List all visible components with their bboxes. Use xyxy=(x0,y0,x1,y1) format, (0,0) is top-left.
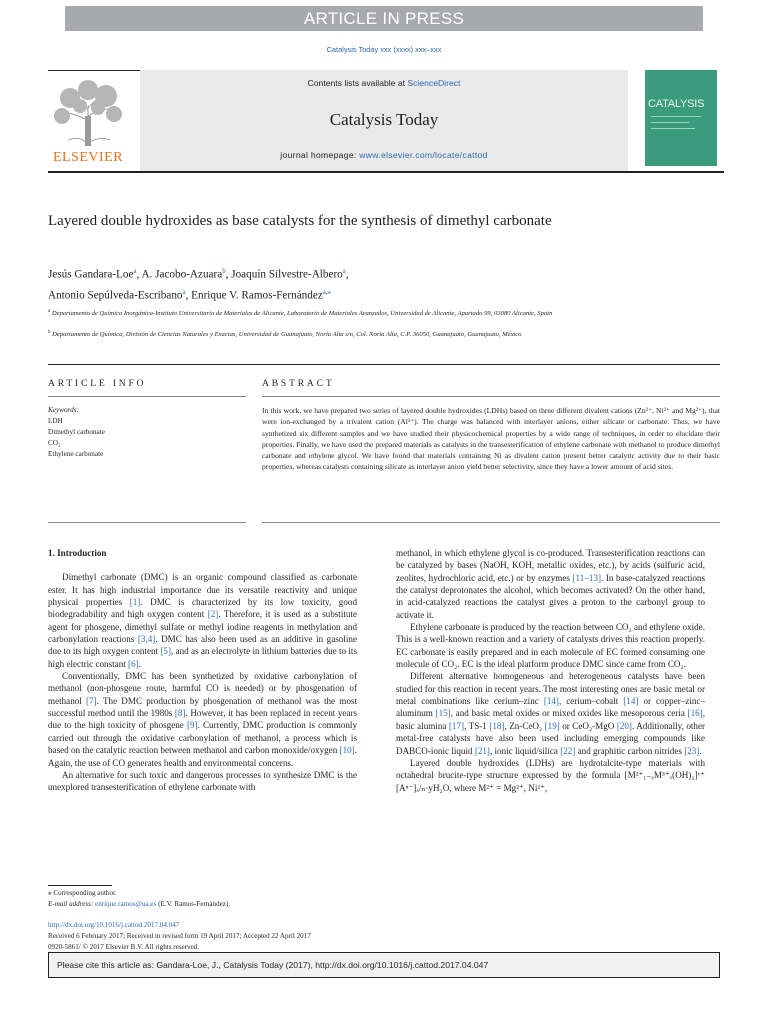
author-name[interactable]: Joaquín Silvestre-Albero xyxy=(231,268,343,281)
text-run: . The DMC production by phosgenation of methanol was the most successful method until the 1980s xyxy=(48,695,357,719)
text-run: . Currently, DMC production is commonly carried out through the oxidative carbonylation of methanol, a process which is based on the catalytic reaction between methanol and carbon monoxide/oxygen xyxy=(48,720,357,756)
article-in-press-banner: ARTICLE IN PRESS xyxy=(65,6,703,31)
body-paragraph xyxy=(48,769,357,794)
section-heading: 1. Introduction xyxy=(48,548,107,558)
author-name[interactable]: Antonio Sepúlveda-Escribano xyxy=(48,289,183,302)
text-run: . DMC is characterized by its low toxicity, good biodegradability and high oxygen content xyxy=(48,597,357,620)
body-left-column xyxy=(48,547,357,794)
keyword: Ethylene carbonate xyxy=(48,450,104,458)
citation-box: Please cite this article as: Gandara-Loe, J., Catalysis Today (2017), http://dx.doi.org/10.1016/j.cattod.2017.04.047 xyxy=(48,952,720,978)
text-run: or CeO₂-MgO xyxy=(559,720,617,731)
elsevier-tree-icon xyxy=(48,76,128,148)
cover-decoration xyxy=(651,122,689,123)
body-paragraph xyxy=(396,547,705,621)
article-info-heading: ARTICLE INFO xyxy=(48,378,147,389)
affiliation-text: Departamento de Química Inorgánica-Instituto Universitario de Materiales de Alicante, Laboratorio de Materiales Avanzados, Universidad de Alicante, Apartado 99, 03080 Alicante, Spain xyxy=(51,310,553,318)
author-list: Jesús Gandara-Loe$^a$, A. Jacobo-Azuara$^b$, Joaquín Silvestre-Albero$^a$, Antonio Sepúlveda-Escribano$^a$, Enrique V. Ramos-Fernández$^{a,⁎}$ xyxy=(48,268,349,302)
text-run: , basic alumina xyxy=(396,708,705,731)
footnotes xyxy=(48,888,448,910)
abstract-text: In this work, we have prepared two series of layered double hydroxides (LDHs) based on three different divalent cations (Zn²⁺, Ni²⁺ and Mg²⁺), that were ion-exchanged by a trivalent cation (Al³⁺). The charge was balanced with interlayer anions, either silicate or carbonate. Thus, we have synthetized six different samples and we have studied their physicochemical properties by a wide range of techniques, in order to elucidate their properties. Finally, we have used the prepared materials as catalysts in the transesterification of ethylene carbonate with methanol to produce dimethyl carbonate and ethylene glycol. We have found that materials containing Ni as divalent cation present better catalytic activity due to their basic properties, whereas catalysts containing silicate as interlayer anion yield better selectivity, since they have a lower amount of acid sites. xyxy=(262,406,720,472)
cover-decoration xyxy=(651,128,695,129)
author-affiliation-mark[interactable]: a,⁎ xyxy=(322,288,331,296)
abstract-heading: ABSTRACT xyxy=(262,378,335,389)
affiliation-mark: b xyxy=(48,330,51,335)
author-affiliation-mark[interactable]: a xyxy=(133,268,137,275)
author-name[interactable]: Enrique V. Ramos-Fernández xyxy=(191,289,323,302)
author-affiliation-mark[interactable]: a xyxy=(182,288,186,296)
affiliation-text: Departamento de Química, División de Ciencias Naturales y Exactas, Universidad de Guanajuato, Noria Alta s/n, Col. Noria Alta, C.P. 36050, Guanajuato, Guanajuato, México xyxy=(52,331,522,339)
citation-link[interactable]: [17] xyxy=(448,720,465,731)
body-paragraph xyxy=(48,670,357,769)
text-run: methanol, in which ethylene glycol is co-produced. Transesterification reactions can be catalyzed by bases (NaOH, KOH, metallic oxides, etc.), by acids (sulfuric acid, zeolites, hydrochloric acid, etc.) or by enzymes xyxy=(396,548,705,583)
received-dates: Received 6 February 2017; Received in revised form 19 April 2017; Accepted 22 April 2017 xyxy=(48,931,311,940)
keywords-label: Keywords: xyxy=(48,406,79,414)
author-affiliation-mark[interactable]: b xyxy=(222,268,226,275)
author-name[interactable]: Jesús Gandara-Loe xyxy=(48,268,134,281)
copyright-line: 0920-5861/ © 2017 Elsevier B.V. All rights reserved. xyxy=(48,942,200,951)
text-run: . In base-catalyzed reactions the catalyst deprotonates the alcohol, which becomes activated? On the other hand, in acid-catalyzed reactions the catalyst gives a proton to the carbonyl group to activate it. xyxy=(396,572,705,620)
journal-cover-thumbnail[interactable] xyxy=(645,70,717,166)
keyword: Dimethyl carbonate xyxy=(48,428,105,436)
text-run: . However, it has been replaced in recent years due to the high toxicity of phosgene xyxy=(48,708,358,731)
journal-title: Catalysis Today xyxy=(329,110,439,129)
abstract-bottom-rule xyxy=(262,522,720,523)
citation-link[interactable]: [21] xyxy=(474,745,490,756)
citation-link[interactable]: [10] xyxy=(339,745,355,756)
body-paragraph xyxy=(396,757,705,794)
homepage-link[interactable]: www.elsevier.com/locate/cattod xyxy=(359,150,488,160)
citation-link[interactable]: [7] xyxy=(86,695,97,706)
citation-link[interactable]: [11–13] xyxy=(572,572,601,583)
body-paragraph xyxy=(396,621,705,670)
elsevier-wordmark: ELSEVIER xyxy=(52,150,124,165)
corresponding-author-note: ⁎ Corresponding author. xyxy=(48,889,117,897)
contents-prefix: Contents lists available at xyxy=(307,78,408,88)
email-note xyxy=(48,899,448,910)
citation-link[interactable]: [19] xyxy=(544,720,560,731)
citation-link[interactable]: [3,4] xyxy=(137,634,156,645)
body-paragraph xyxy=(396,670,705,756)
paper-title: Layered double hydroxides as base catalysts for the synthesis of dimethyl carbonate xyxy=(48,213,552,229)
citation-link[interactable]: [14] xyxy=(623,696,639,707)
text-run: , cerium–cobalt xyxy=(558,696,624,707)
text-run: . Again, the use of CO generates health and environmental concerns. xyxy=(48,745,357,768)
text-run: Conventionally, DMC has been synthetized by oxidative carbonylation of methanol (non-phosgene route, harmful CO is needed) or by phosgenation of methanol xyxy=(48,671,357,706)
email-suffix: (E.V. Ramos-Fernández). xyxy=(156,900,231,908)
article-info-rule xyxy=(48,396,246,397)
keyword: CO₂ xyxy=(48,439,61,447)
cover-title: CATALYSIS xyxy=(648,98,705,110)
affiliation-b xyxy=(48,328,688,341)
doi-block xyxy=(48,920,448,952)
homepage-prefix: journal homepage: xyxy=(280,150,360,160)
text-run: or copper–zinc–aluminum xyxy=(396,696,706,719)
citation-link[interactable]: [5] xyxy=(160,646,171,657)
text-run: Dimethyl carbonate (DMC) is an organic compound classified as carbonate ester. It has high industrial importance due its versatile reactivity and unique physical properties xyxy=(48,572,357,608)
citation-link[interactable]: [18] xyxy=(489,720,505,731)
elsevier-logo[interactable] xyxy=(48,76,128,166)
journal-homepage-line xyxy=(140,150,628,160)
citation-link[interactable]: [1] xyxy=(129,597,141,608)
header-bottom-rule xyxy=(48,171,724,173)
abstract-rule xyxy=(262,396,720,397)
affiliation-a xyxy=(48,307,688,320)
text-run: and graphitic carbon nitrides xyxy=(575,745,685,756)
text-run: . Additionally, other metal-free catalysts have also been used including emerging compounds like DABCO-ionic liquid xyxy=(396,720,706,756)
citation-link[interactable]: [20] xyxy=(616,720,632,731)
section-divider xyxy=(48,364,720,365)
body-right-column xyxy=(396,547,705,794)
doi-link[interactable]: http://dx.doi.org/10.1016/j.cattod.2017.04.047 xyxy=(48,921,180,929)
sciencedirect-link[interactable]: ScienceDirect xyxy=(407,78,461,88)
text-run: , ionic liquid/silica xyxy=(489,745,561,756)
text-run: , and as an electrolyte in lithium batteries due to its high electric constant xyxy=(48,646,357,669)
text-run: Different alternative homogeneous and heterogeneous catalysts have been studied for this reaction in recent years. The most interesting ones are basic metal or metal combinations like cerium–zinc xyxy=(396,671,705,707)
contents-available-line xyxy=(140,78,628,88)
body-paragraph xyxy=(48,571,357,670)
cover-decoration xyxy=(651,116,701,117)
text-run: . DMC has also been used as an additive in gasoline due to its high oxygen content xyxy=(48,634,357,657)
text-run: , and basic metal oxides or mixed oxides like mesoporous ceria xyxy=(450,708,688,719)
citation-link[interactable]: [8] xyxy=(174,708,186,719)
keyword: LDH xyxy=(48,417,63,425)
author-name[interactable]: A. Jacobo-Azuara xyxy=(141,268,223,281)
affiliation-mark: a xyxy=(48,309,51,314)
text-run: Ethylene carbonate is produced by the reaction between CO₂ and ethylene oxide. This is a well-known reaction and a variety of catalysts drives this reaction properly. EC carbonate is easily prepared and in each molecule of EC formed consuming one molecule of CO₂. EC is the ideal platform produce DMC since came from CO₂. xyxy=(396,622,705,670)
journal-masthead xyxy=(140,70,628,171)
citation-link[interactable]: [16] xyxy=(687,708,703,719)
email-link[interactable]: enrique.ramos@ua.es xyxy=(95,900,157,908)
text-run: , Zn-CeO₂ xyxy=(504,720,545,731)
journal-reference-link[interactable]: Catalysis Today xxx (xxxx) xxx–xxx xyxy=(326,45,442,54)
citation-link[interactable]: [6] xyxy=(128,658,139,669)
citation-link[interactable]: [15] xyxy=(435,708,451,719)
text-run: . xyxy=(699,745,702,756)
footnote-rule xyxy=(48,885,112,886)
text-run: An alternative for such toxic and dangerous processes to synthesize DMC is the unexplored transesterification of ethylene carbonate with xyxy=(48,769,357,793)
citation-link[interactable]: [9] xyxy=(186,720,198,731)
citation-link[interactable]: [2] xyxy=(207,609,219,620)
email-label: E-mail address: xyxy=(48,900,94,908)
text-run: . xyxy=(138,658,141,669)
author-affiliation-mark[interactable]: a xyxy=(342,268,346,275)
citation-link[interactable]: [23] xyxy=(684,745,700,756)
text-run: Layered double hydroxides (LDHs) are hydrotalcite-type materials with octahedral brucite-type structure expressed by the formula [M²⁺₁₋ₓM³⁺ₓ(OH)₂]ˣ⁺ [Aⁿ⁻]ₓ/ₙ·yH₂O, where M²⁺ = Mg²⁺, Ni²⁺, xyxy=(396,757,705,793)
keywords-block xyxy=(48,405,228,460)
article-info-bottom-rule xyxy=(48,522,246,523)
citation-link[interactable]: [22] xyxy=(560,745,576,756)
text-run: . Therefore, it is used as a substitute agent for phosgene, dimethyl sulfate or methyl iodine reagents in methylation and carbonylation reactions xyxy=(48,609,357,645)
text-run: , TS-1 xyxy=(464,720,490,731)
citation-link[interactable]: [14] xyxy=(543,696,559,707)
